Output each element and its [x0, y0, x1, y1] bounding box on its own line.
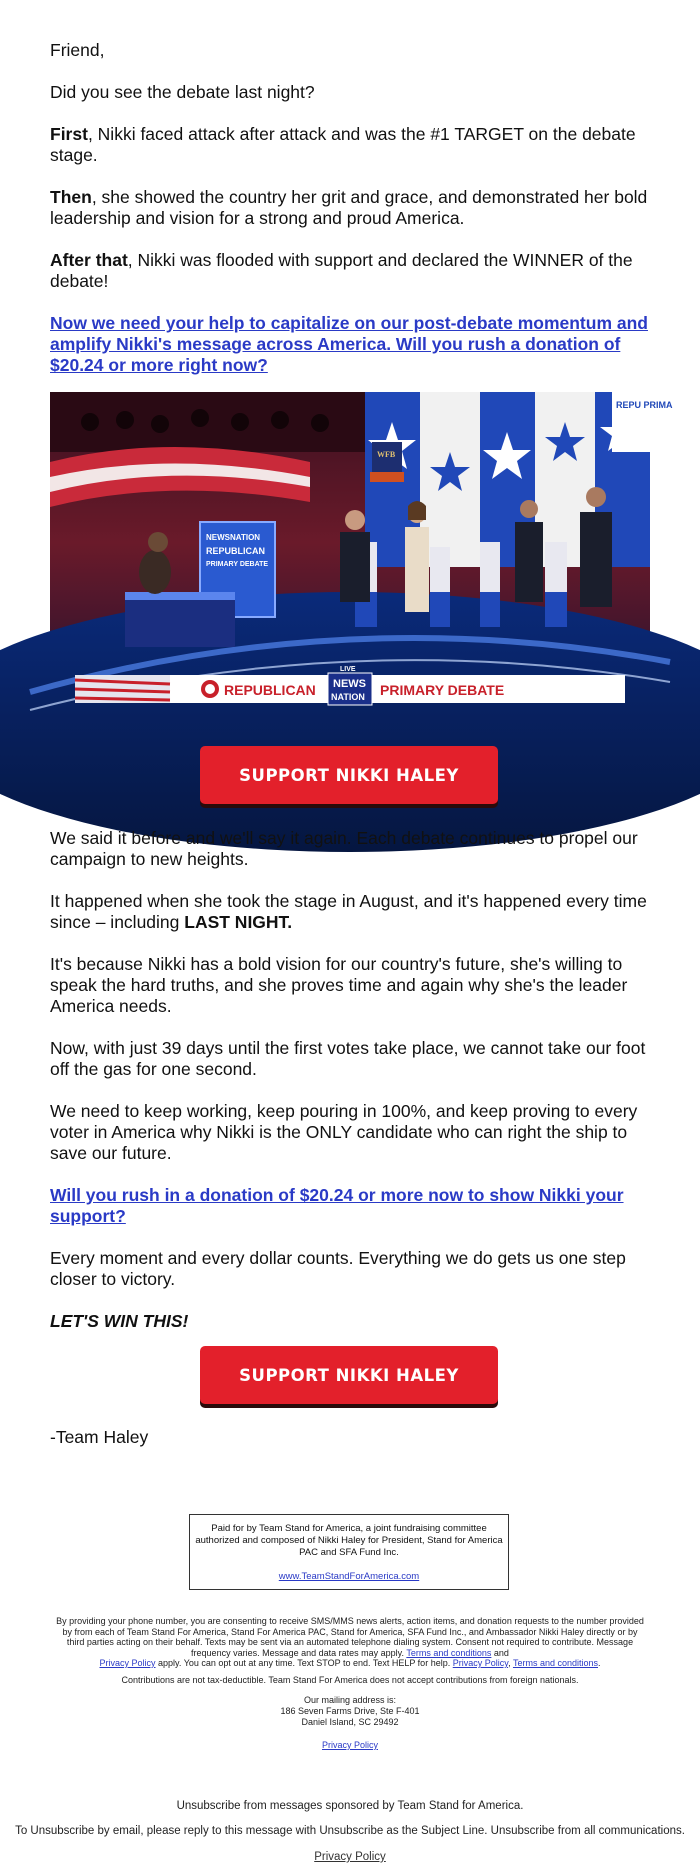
paragraph-after-that-text: , Nikki was flooded with support and declared the WINNER of the debate!	[50, 250, 633, 291]
paid-for-text: Paid for by Team Stand for America, a joint fundraising committee authorized and composed of Nikki Haley for President, Stand for America PAC and SFA Fund Inc.	[195, 1523, 503, 1558]
paragraph-first	[50, 124, 650, 166]
website-link[interactable]: www.TeamStandForAmerica.com	[278, 1571, 420, 1582]
paragraph-keep-working: We need to keep working, keep pouring in 100%, and keep proving to every voter in America why Nikki is the ONLY candidate who can right the ship to save our future.	[50, 1101, 638, 1163]
sms-disclosure	[55, 1616, 645, 1669]
side-screen-text: REPU PRIMA	[616, 400, 673, 410]
wfb-logo-text: WFB	[377, 450, 396, 459]
support-nikki-haley-button-2[interactable]: SUPPORT NIKKI HALEY	[200, 1346, 498, 1404]
and-text: and	[493, 1647, 509, 1658]
privacy-link-3-wrap	[0, 1740, 700, 1750]
address-line-1: 186 Seven Farms Drive, Ste F-401	[280, 1706, 420, 1716]
banner-republican: REPUBLICAN	[224, 682, 316, 698]
mailing-label: Our mailing address is:	[303, 1695, 397, 1705]
email-body	[50, 40, 650, 397]
paragraph-every-moment: Every moment and every dollar counts. Everything we do gets us one step closer to victory.	[50, 1248, 626, 1289]
paragraph-first-text: , Nikki faced attack after attack and was the #1 TARGET on the debate stage.	[50, 124, 636, 165]
paragraph-after-that	[50, 250, 650, 292]
not-deductible-notice: Contributions are not tax-deductible. Team Stand For America does not accept contributions from foreign nationals.	[121, 1675, 579, 1685]
bold-after-that: After that	[50, 250, 128, 270]
terms-link-1[interactable]: Terms and conditions	[406, 1647, 492, 1658]
banner-logo-news: NEWS	[333, 678, 366, 690]
screen-line-2: REPUBLICAN	[206, 546, 266, 556]
paragraph-august	[50, 891, 650, 933]
privacy-link-2[interactable]: Privacy Policy	[452, 1658, 509, 1668]
paid-for-disclaimer-box	[189, 1514, 509, 1590]
comma-text: ,	[508, 1658, 511, 1668]
banner-logo-nation: NATION	[331, 692, 365, 702]
banner-primary-debate: PRIMARY DEBATE	[380, 682, 505, 698]
email-body-continued	[50, 828, 650, 1353]
paragraph-bold-vision: It's because Nikki has a bold vision for our country's future, she's willing to speak the hard truths, and she proves time and again why she's the leader America needs.	[50, 954, 628, 1016]
greeting: Friend,	[50, 40, 105, 60]
period-text: .	[598, 1658, 601, 1668]
screen-line-1: NEWSNATION	[206, 533, 261, 542]
paragraph-then	[50, 187, 650, 229]
unsubscribe-email-instructions[interactable]: To Unsubscribe by email, please reply to this message with Unsubscribe as the Subject Line. Unsubscribe from all communications.	[15, 1825, 685, 1837]
privacy-link-4-wrap	[0, 1851, 700, 1863]
bold-last-night: LAST NIGHT.	[184, 912, 293, 932]
debate-stage-illustration	[50, 392, 673, 727]
sms-consent-text: By providing your phone number, you are consenting to receive SMS/MMS news alerts, action items, and donation requests to the number provided by from each of Team Stand For America, Stand For America PAC, Stand for America, SFA Fund Inc., and Ambassador Nikki Haley directly or by third parties acting on their behalf. Texts may be sent via an automated telephone dialing system. Consent not required to contribute. Message frequency varies. Message and data rates may apply.	[56, 1616, 644, 1658]
debate-stage-photo[interactable]	[50, 392, 673, 727]
paragraph-august-text: It happened when she took the stage in August, and it's happened every time since – including	[50, 891, 647, 932]
lets-win-this: LET'S WIN THIS!	[50, 1311, 189, 1331]
privacy-link-3[interactable]: Privacy Policy	[321, 1740, 378, 1750]
unsubscribe-sponsor[interactable]: Unsubscribe from messages sponsored by Team Stand for America.	[176, 1800, 524, 1812]
support-nikki-haley-button-1[interactable]: SUPPORT NIKKI HALEY	[200, 746, 498, 804]
paragraph-39-days: Now, with just 39 days until the first votes take place, we cannot take our foot off the gas for one second.	[50, 1038, 646, 1079]
privacy-link-4[interactable]: Privacy Policy	[314, 1851, 386, 1863]
apply-text: apply. You can opt out at any time. Text STOP to end. Text HELP for help.	[158, 1658, 451, 1668]
paragraph-propel: We said it before and we'll say it again. Each debate continues to propel our campaign to new heights.	[50, 828, 638, 869]
bold-then: Then	[50, 187, 92, 207]
donate-link-momentum[interactable]: Now we need your help to capitalize on our post-debate momentum and amplify Nikki's message across America. Will you rush a donation of $20.24 or more right now?	[50, 313, 648, 375]
banner-live: LIVE	[340, 666, 356, 673]
address-line-2: Daniel Island, SC 29492	[301, 1717, 399, 1727]
paragraph-then-text: , she showed the country her grit and grace, and demonstrated her bold leadership and vision for a strong and proud America.	[50, 187, 648, 228]
screen-line-3: PRIMARY DEBATE	[206, 561, 269, 568]
bold-first: First	[50, 124, 88, 144]
privacy-link-1[interactable]: Privacy Policy	[99, 1658, 156, 1668]
donate-link-support[interactable]: Will you rush in a donation of $20.24 or more now to show Nikki your support?	[50, 1185, 624, 1226]
signoff: -Team Haley	[50, 1427, 149, 1447]
terms-link-2[interactable]: Terms and conditions	[512, 1658, 598, 1668]
paragraph-debate-question: Did you see the debate last night?	[50, 82, 315, 102]
